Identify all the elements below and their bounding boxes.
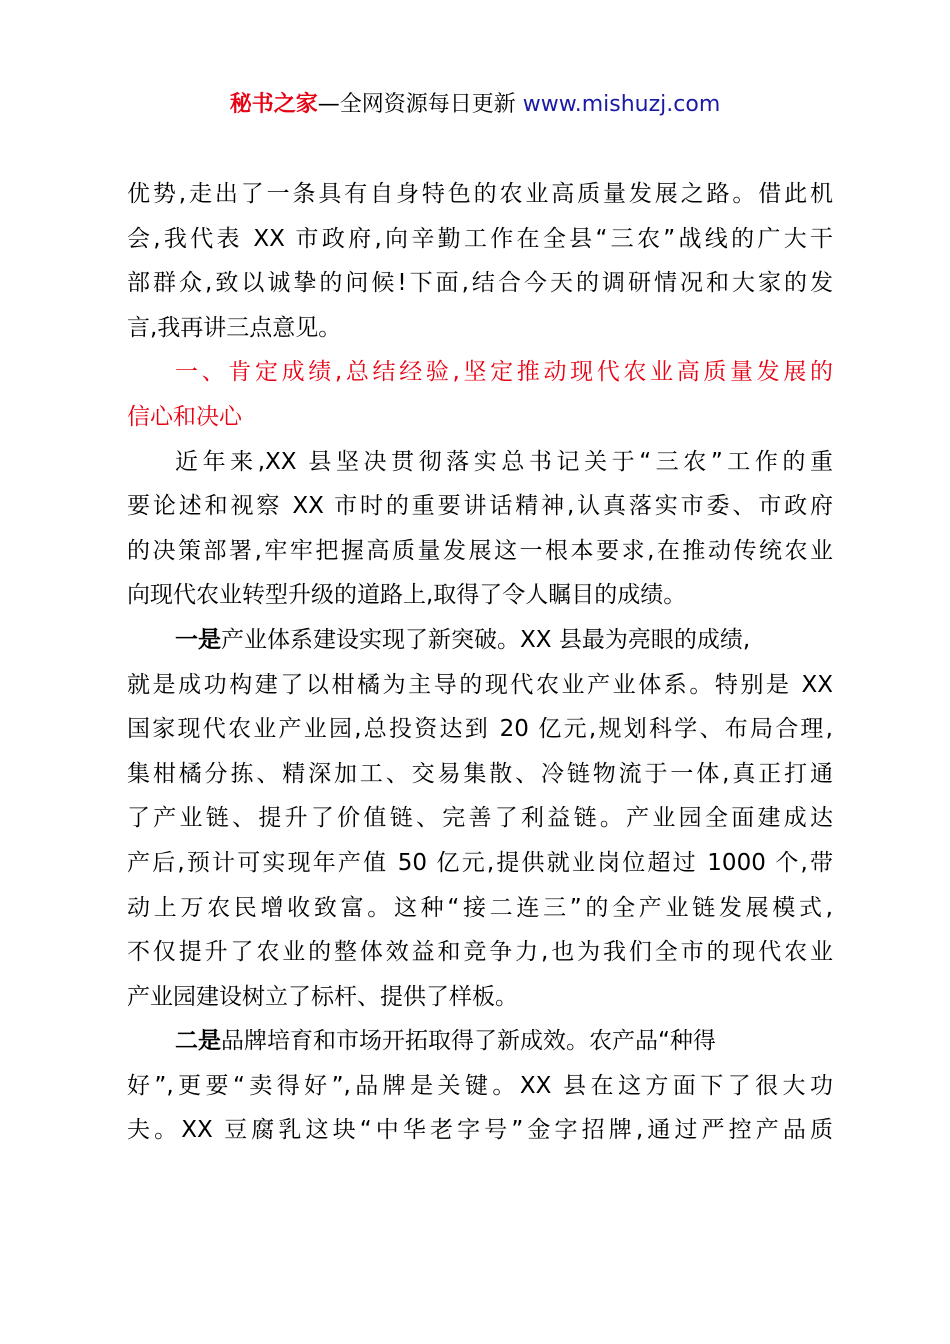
text-line: 产后,预计可实现年产值 50 亿元,提供就业岗位超过 1000 个,带 [127,849,833,876]
paragraph-lead: 一是 [175,626,221,653]
text-segment: 产业体系建设实现了新突破。XX 县最为亮眼的成绩, [221,626,751,653]
text-line: 集柑橘分拣、精深加工、交易集散、冷链物流于一体,真正打通 [127,760,833,787]
text-line: 就是成功构建了以柑橘为主导的现代农业产业体系。特别是 XX [127,671,833,698]
text-line: 国家现代农业产业园,总投资达到 20 亿元,规划科学、布局合理, [127,716,833,743]
text-line: 夫。XX 豆腐乳这块“中华老字号”金字招牌,通过严控产品质 [127,1117,833,1144]
section-heading: 一、肯定成绩,总结经验,坚定推动现代农业高质量发展的 [175,359,833,386]
text-line [127,618,833,663]
section-heading: 信心和决心 [127,403,242,430]
text-segment: 品牌培育和市场开拓取得了新成效。农产品“种得 [221,1028,716,1055]
text-line: 好”,更要“卖得好”,品牌是关键。XX 县在这方面下了很大功 [127,1072,833,1099]
text-line: 的决策部署,牢牢把握高质量发展这一根本要求,在推动传统农业 [127,537,833,564]
paragraph-lead: 二是 [175,1028,221,1055]
brand-name: 秘书之家 [229,92,318,117]
text-line: 会,我代表 XX 市政府,向辛勤工作在全县“三农”战线的广大干 [127,225,833,252]
header-slogan: —全网资源每日更新 [317,92,516,117]
text-line: 不仅提升了农业的整体效益和竞争力,也为我们全市的现代农业 [127,939,833,966]
text-line: 了产业链、提升了价值链、完善了利益链。产业园全面建成达 [127,805,833,832]
document-body [127,172,833,1153]
text-line: 近年来,XX 县坚决贯彻落实总书记关于“三农”工作的重 [175,448,833,475]
text-line: 向现代农业转型升级的道路上,取得了令人瞩目的成绩。 [127,582,687,609]
site-url-link[interactable]: www.mishuzj.com [522,92,721,117]
text-line: 要论述和视察 XX 市时的重要讲话精神,认真落实市委、市政府 [127,493,833,520]
text-line: 优势,走出了一条具有自身特色的农业高质量发展之路。借此机 [127,181,833,207]
text-line: 动上万农民增收致富。这种“接二连三”的全产业链发展模式, [127,894,833,921]
text-line [127,1019,833,1064]
text-line: 言,我再讲三点意见。 [127,314,342,341]
text-line: 产业园建设树立了标杆、提供了样板。 [127,983,518,1010]
site-header [0,88,950,122]
text-line: 部群众,致以诚挚的问候!下面,结合今天的调研情况和大家的发 [127,270,833,297]
